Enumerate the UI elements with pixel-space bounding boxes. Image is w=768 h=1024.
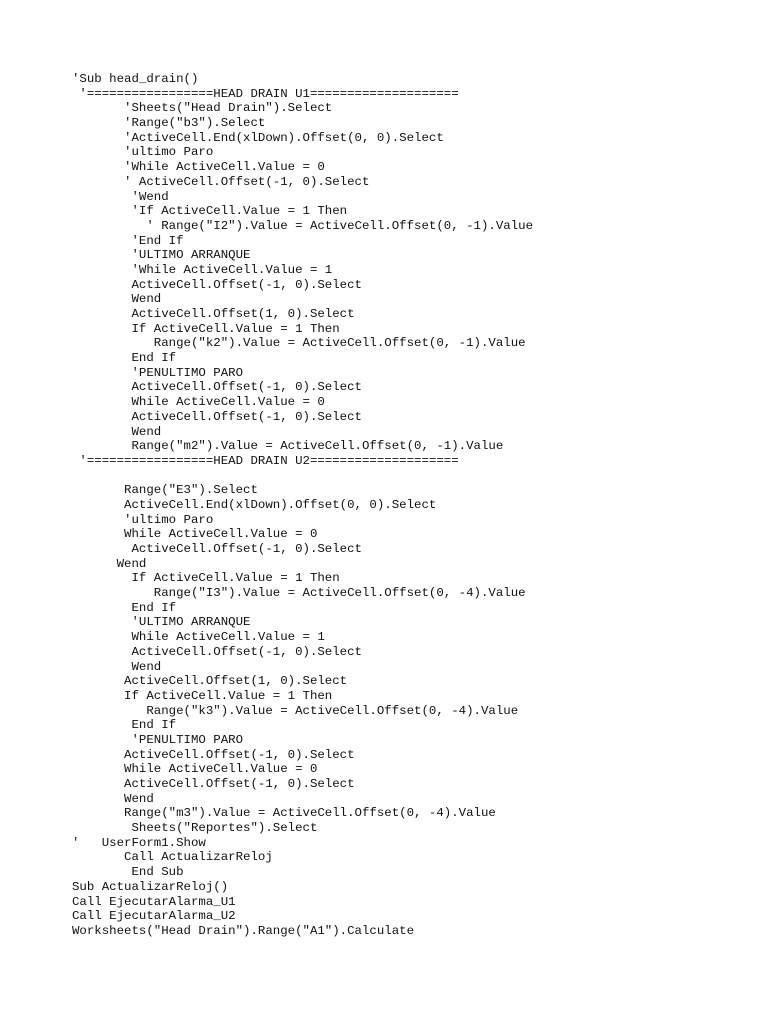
code-line: 'End If [72, 233, 184, 248]
code-line: ActiveCell.Offset(-1, 0).Select [72, 747, 355, 762]
code-line: '=================HEAD DRAIN U1==================== [72, 86, 459, 101]
vba-code-block [72, 72, 533, 939]
code-line: 'While ActiveCell.Value = 1 [72, 262, 333, 277]
code-line: ActiveCell.End(xlDown).Offset(0, 0).Select [72, 497, 437, 512]
code-line: Call EjecutarAlarma_U2 [72, 909, 236, 924]
code-line: 'Sheets("Head Drain").Select [72, 101, 333, 116]
code-line: Call ActualizarReloj [72, 850, 273, 865]
code-line: 'ActiveCell.End(xlDown).Offset(0, 0).Select [72, 130, 444, 145]
code-line: 'ultimo Paro [72, 145, 214, 160]
code-line: 'ultimo Paro [72, 512, 214, 527]
code-line: Range("m2").Value = ActiveCell.Offset(0, -1).Value [72, 439, 504, 454]
code-line: Wend [72, 292, 162, 307]
code-line: 'ULTIMO ARRANQUE [72, 248, 251, 263]
code-line: ActiveCell.Offset(-1, 0).Select [72, 777, 355, 791]
code-line: 'While ActiveCell.Value = 0 [72, 160, 325, 175]
code-line: While ActiveCell.Value = 1 [72, 630, 325, 645]
code-line: ActiveCell.Offset(-1, 0).Select [72, 277, 362, 292]
code-line: ' UserForm1.Show [72, 835, 206, 850]
code-line: Range("k3").Value = ActiveCell.Offset(0, -4).Value [72, 703, 519, 718]
code-line: ActiveCell.Offset(-1, 0).Select [72, 409, 362, 424]
code-line: ActiveCell.Offset(1, 0).Select [72, 307, 355, 321]
code-line: Sheets("Reportes").Select [72, 821, 318, 836]
code-line: Range("m3").Value = ActiveCell.Offset(0, -4).Value [72, 806, 496, 821]
code-line: ActiveCell.Offset(-1, 0).Select [72, 380, 362, 395]
code-line: ActiveCell.Offset(1, 0).Select [72, 674, 348, 689]
code-line: Sub ActualizarReloj() [72, 879, 229, 894]
code-line: While ActiveCell.Value = 0 [72, 527, 318, 542]
code-line: ActiveCell.Offset(-1, 0).Select [72, 644, 362, 659]
code-line [72, 469, 533, 484]
code-line: Range("I3").Value = ActiveCell.Offset(0, -4).Value [72, 586, 526, 601]
code-line: 'PENULTIMO PARO [72, 732, 244, 747]
code-line: ActiveCell.Offset(-1, 0).Select [72, 542, 362, 556]
code-line: End Sub [72, 865, 184, 880]
code-line: While ActiveCell.Value = 0 [72, 395, 325, 410]
code-line: ' Range("I2").Value = ActiveCell.Offset(0, -1).Value [72, 218, 534, 233]
code-line: 'ULTIMO ARRANQUE [72, 615, 251, 630]
code-line: End If [72, 351, 177, 366]
code-line: If ActiveCell.Value = 1 Then [72, 571, 340, 586]
code-line: 'Wend [72, 189, 169, 204]
code-line: Range("E3").Select [72, 483, 258, 498]
code-line: End If [72, 718, 177, 733]
code-line: If ActiveCell.Value = 1 Then [72, 321, 340, 336]
code-line: While ActiveCell.Value = 0 [72, 762, 318, 777]
code-line: Wend [72, 556, 147, 571]
code-line: Worksheets("Head Drain").Range("A1").Calculate [72, 923, 415, 938]
code-line: Wend [72, 659, 162, 674]
code-line: If ActiveCell.Value = 1 Then [72, 688, 333, 703]
code-line: Range("k2").Value = ActiveCell.Offset(0, -1).Value [72, 336, 526, 351]
code-line: Wend [72, 424, 162, 439]
code-line: 'Range("b3").Select [72, 116, 266, 131]
code-line: ' ActiveCell.Offset(-1, 0).Select [72, 174, 370, 189]
code-line: Call EjecutarAlarma_U1 [72, 894, 236, 909]
code-line: 'If ActiveCell.Value = 1 Then [72, 204, 348, 219]
code-line: Wend [72, 791, 154, 806]
code-line: 'PENULTIMO PARO [72, 365, 244, 380]
code-line: End If [72, 600, 177, 615]
code-line: 'Sub head_drain() [72, 72, 199, 86]
code-line: '=================HEAD DRAIN U2==================== [72, 453, 459, 468]
